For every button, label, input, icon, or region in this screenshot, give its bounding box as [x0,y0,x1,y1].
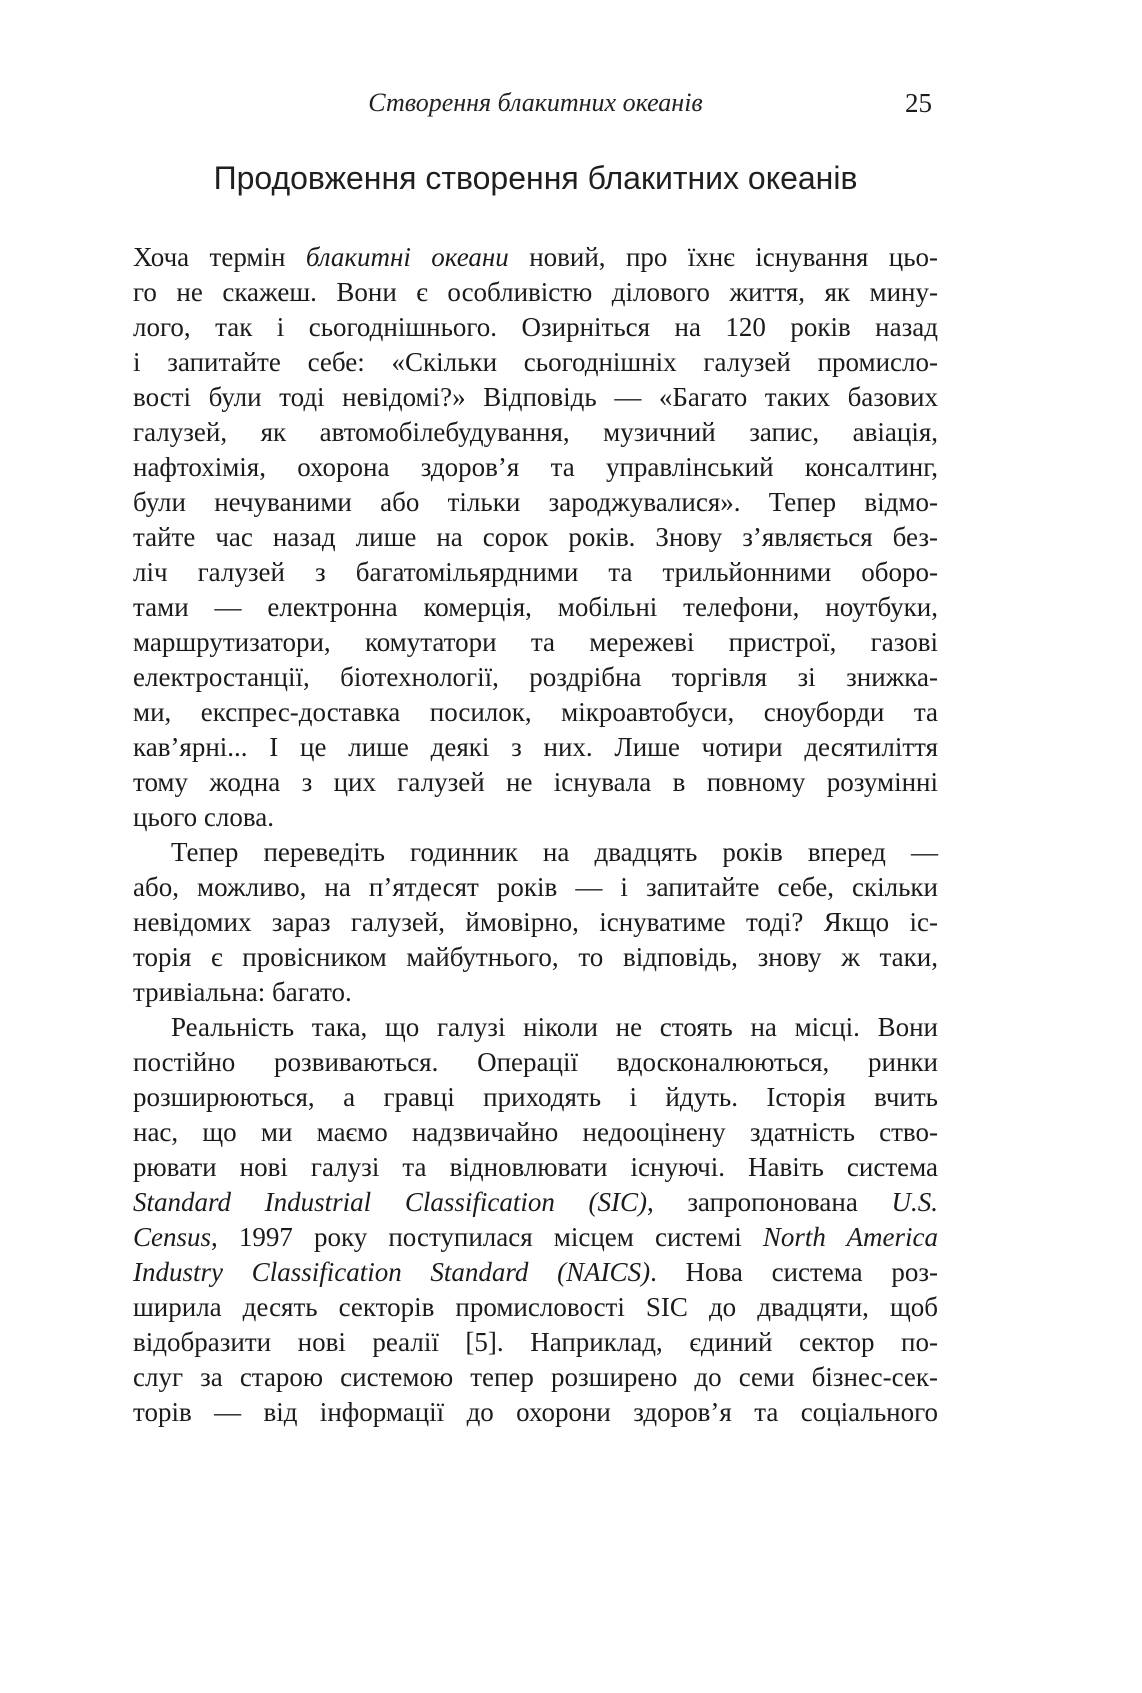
text-segment: цього слова. [133,802,274,832]
text-segment: торів — від інформації до охорони здоров’я та соціального [133,1397,938,1427]
running-header [133,86,938,120]
text-segment: новий, про їхнє існування цьо- [508,242,939,272]
text-segment: Хоча термін [133,242,306,272]
text-line [133,905,938,940]
text-line [133,1325,938,1360]
italic-text: Industry Classification Standard (NAICS) [133,1257,651,1287]
text-segment: нафтохімія, охорона здоров’я та управлінський консалтинг, [133,452,938,482]
text-segment: , запропонована [646,1187,892,1217]
text-line [133,450,938,485]
text-segment: нас, що ми маємо надзвичайно недооцінену здатність ство- [133,1117,938,1147]
text-segment: або, можливо, на п’ятдесят років — і запитайте себе, скільки [133,872,938,902]
text-segment: тайте час назад лише на сорок років. Знову з’являється без- [133,522,938,552]
text-segment: маршрутизатори, комутатори та мережеві пристрої, газові [133,627,938,657]
text-segment: ширила десять секторів промисловості SIC до двадцяти, щоб [133,1292,938,1322]
text-segment: . Нова система роз- [650,1257,938,1287]
text-segment: слуг за старою системою тепер розширено до семи бізнес-сек- [133,1362,938,1392]
text-line [133,625,938,660]
text-line [133,800,938,835]
italic-text: блакитні океани [305,242,509,272]
paragraph [133,835,938,1010]
text-segment: розширюються, а гравці приходять і йдуть. Історія вчить [133,1082,938,1112]
text-segment: тами — електронна комерція, мобільні телефони, ноутбуки, [133,592,938,622]
paragraph [133,240,938,835]
text-line [133,1185,938,1220]
text-segment: Реальність така, що галузі ніколи не стоять на місці. Вони [171,1012,938,1042]
text-line [133,660,938,695]
page-number: 25 [905,88,932,118]
text-line [133,1010,938,1045]
italic-text: U.S. [891,1187,938,1217]
text-line [133,520,938,555]
text-segment: вості були тоді невідомі?» Відповідь — «Багато таких базових [133,382,938,412]
text-line [133,870,938,905]
text-line [133,1290,938,1325]
italic-text: Standard Industrial Classification (SIC) [133,1187,647,1217]
text-line [133,695,938,730]
text-line [133,485,938,520]
text-segment: лого, так і сьогоднішнього. Озирніться на 120 років назад [133,312,938,342]
text-line [133,1360,938,1395]
text-segment: Тепер переведіть годинник на двадцять років вперед — [171,837,938,867]
text-segment: кав’ярні... І це лише деякі з них. Лише чотири десятиліття [133,732,938,762]
text-line [133,380,938,415]
text-segment: , 1997 року поступилася місцем системі [211,1222,763,1252]
text-line [133,275,938,310]
text-line [133,1045,938,1080]
text-segment: електростанції, біотехнології, роздрібна торгівля зі знижка- [133,662,938,692]
paragraph [133,1010,938,1430]
text-segment: торія є провісником майбутнього, то відповідь, знову ж таки, [133,942,938,972]
text-segment: рювати нові галузі та відновлювати існуючі. Навіть система [133,1152,938,1182]
text-line [133,975,938,1010]
text-line [133,940,938,975]
text-segment: тому жодна з цих галузей не існувала в повному розумінні [133,767,938,797]
text-line [133,765,938,800]
text-line [133,835,938,870]
text-segment: тривіальна: багато. [133,977,352,1007]
text-segment: постійно розвиваються. Операції вдосконалюються, ринки [133,1047,938,1077]
text-segment: невідомих зараз галузей, ймовірно, існуватиме тоді? Якщо іс- [133,907,938,937]
text-segment: ми, експрес-доставка посилок, мікроавтобуси, сноуборди та [133,697,938,727]
text-segment: і запитайте себе: «Скільки сьогоднішніх галузей промисло- [133,347,938,377]
text-line [133,1150,938,1185]
italic-text: Census [133,1222,212,1252]
section-heading: Продовження створення блакитних океанів [213,160,858,196]
italic-text: North America [762,1222,939,1252]
text-line [133,1080,938,1115]
text-line [133,310,938,345]
text-line [133,1255,938,1290]
text-line [133,555,938,590]
text-segment: ліч галузей з багатомільярдними та трильйонними оборо- [133,557,938,587]
text-line [133,1220,938,1255]
text-segment: були нечуваними або тільки зароджувалися». Тепер відмо- [133,487,938,517]
text-line [133,345,938,380]
running-header-title: Створення блакитних океанів [368,88,703,117]
body-text [133,240,938,1430]
text-line [133,240,938,275]
text-segment: галузей, як автомобілебудування, музичний запис, авіація, [133,417,938,447]
text-line [133,1395,938,1430]
text-segment: відобразити нові реалії [5]. Наприклад, єдиний сектор по- [133,1327,938,1357]
text-line [133,590,938,625]
text-segment: го не скажеш. Вони є особливістю ділового життя, як мину- [133,277,938,307]
text-line [133,415,938,450]
text-line [133,730,938,765]
text-line [133,1115,938,1150]
